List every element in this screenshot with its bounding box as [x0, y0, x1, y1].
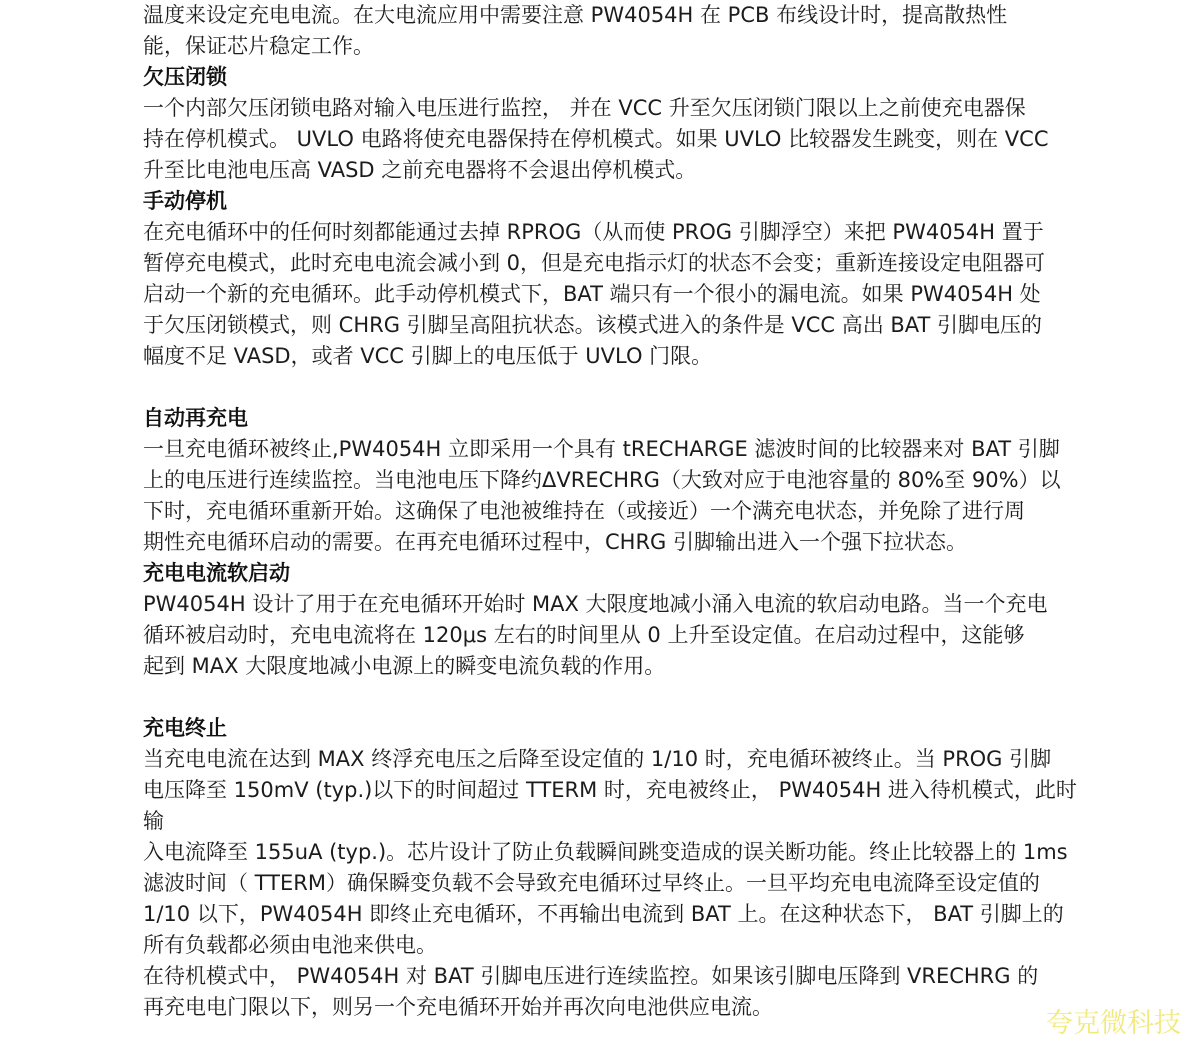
text-line: 升至比电池电压高 VASD 之前充电器将不会退出停机模式。: [143, 158, 697, 182]
section-heading: 充电终止: [143, 716, 227, 740]
text-line: 所有负载都必须由电池来供电。: [143, 933, 437, 957]
text-line: 循环被启动时，充电电流将在 120μs 左右的时间里从 0 上升至设定值。在启动过程中，这能够: [143, 623, 1025, 647]
text-line: 在待机模式中， PW4054H 对 BAT 引脚电压进行连续监控。如果该引脚电压降到 VRECHRG 的: [143, 964, 1039, 988]
text-line: 暂停充电模式，此时充电电流会减小到 0，但是充电指示灯的状态不会变；重新连接设定电阻器可: [143, 251, 1046, 275]
text-line: 起到 MAX 大限度地减小电源上的瞬变电流负载的作用。: [143, 654, 666, 678]
vendor-watermark: 夸克微科技: [1046, 1008, 1181, 1039]
blank-line: [143, 372, 1103, 403]
section-heading: 欠压闭锁: [143, 65, 227, 89]
blank-line: [143, 682, 1103, 713]
text-block: [143, 0, 1103, 1023]
text-line: 一个内部欠压闭锁电路对输入电压进行监控， 并在 VCC 升至欠压闭锁门限以上之前使充电器保: [143, 96, 1026, 120]
text-line: 在充电循环中的任何时刻都能通过去掉 RPROG（从而使 PROG 引脚浮空）来把 PW4054H 置于: [143, 220, 1044, 244]
text-line: 持在停机模式。 UVLO 电路将使充电器保持在停机模式。如果 UVLO 比较器发生跳变，则在 VCC: [143, 127, 1049, 151]
text-line: 下时，充电循环重新开始。这确保了电池被维持在（或接近）一个满充电状态，并免除了进行周: [143, 499, 1025, 523]
text-line: 温度来设定充电电流。在大电流应用中需要注意 PW4054H 在 PCB 布线设计时，提高散热性: [143, 3, 1008, 27]
text-line: 1/10 以下，PW4054H 即终止充电循环，不再输出电流到 BAT 上。在这种状态下， BAT 引脚上的: [143, 902, 1064, 926]
text-line: 电压降至 150mV (typ.)以下的时间超过 TTERM 时，充电被终止， PW4054H 进入待机模式，此时: [143, 778, 1077, 802]
text-line: 再充电电门限以下，则另一个充电循环开始并再次向电池供应电流。: [143, 995, 773, 1019]
text-line: 幅度不足 VASD，或者 VCC 引脚上的电压低于 UVLO 门限。: [143, 344, 713, 368]
text-line: 启动一个新的充电循环。此手动停机模式下，BAT 端只有一个很小的漏电流。如果 PW4054H 处: [143, 282, 1041, 306]
text-line: 输: [143, 809, 164, 833]
text-line: 能，保证芯片稳定工作。: [143, 34, 374, 58]
text-line: 上的电压进行连续监控。当电池电压下降约ΔVRECHRG（大致对应于电池容量的 80%至 90%）以: [143, 468, 1061, 492]
text-line: 当充电电流在达到 MAX 终浮充电压之后降至设定值的 1/10 时，充电循环被终止。当 PROG 引脚: [143, 747, 1052, 771]
section-heading: 充电电流软启动: [143, 561, 290, 585]
section-heading: 自动再充电: [143, 406, 248, 430]
text-line: PW4054H 设计了用于在充电循环开始时 MAX 大限度地减小涌入电流的软启动电路。当一个充电: [143, 592, 1048, 616]
text-line: 入电流降至 155uA (typ.)。芯片设计了防止负载瞬间跳变造成的误关断功能。终止比较器上的 1ms: [143, 840, 1068, 864]
text-line: 期性充电循环启动的需要。在再充电循环过程中，CHRG 引脚输出进入一个强下拉状态。: [143, 530, 967, 554]
text-line: 于欠压闭锁模式，则 CHRG 引脚呈高阻抗状态。该模式进入的条件是 VCC 高出 BAT 引脚电压的: [143, 313, 1043, 337]
text-line: 一旦充电循环被终止,PW4054H 立即采用一个具有 tRECHARGE 滤波时间的比较器来对 BAT 引脚: [143, 437, 1060, 461]
section-heading: 手动停机: [143, 189, 227, 213]
text-line: 滤波时间（ TTERM）确保瞬变负载不会导致充电循环过早终止。一旦平均充电电流降至设定值的: [143, 871, 1040, 895]
